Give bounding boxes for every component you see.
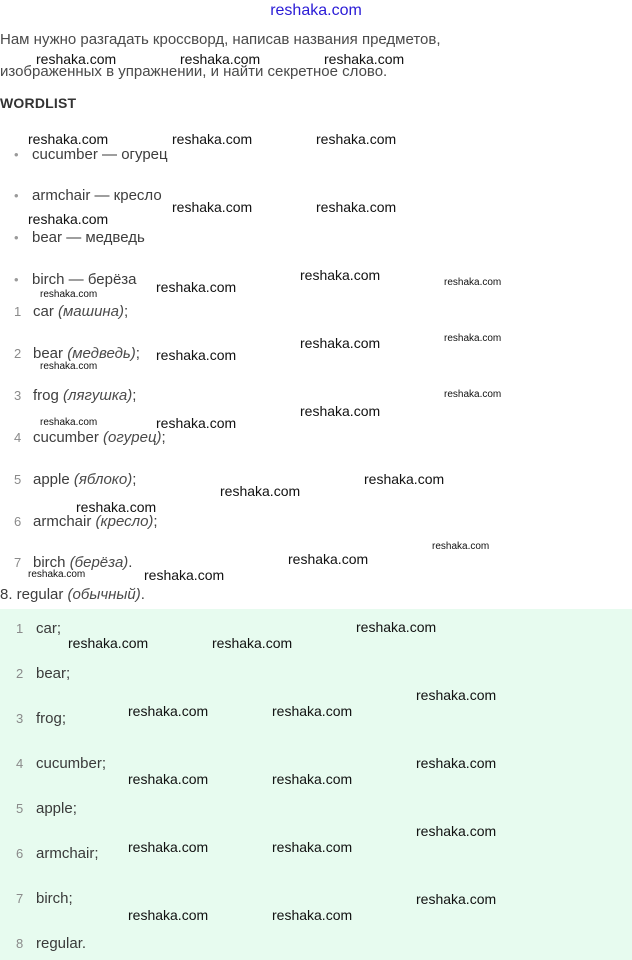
watermark: reshaka.com [172,131,253,147]
watermark: reshaka.com [156,279,237,295]
watermark: reshaka.com [128,907,209,923]
answer-row: 4 cucumber; [16,755,107,772]
watermark: reshaka.com [444,333,502,344]
answer-row: 8 regular. [16,935,87,952]
watermark: reshaka.com [416,823,497,839]
numbered-item: 5 apple (яблоко); [14,471,137,488]
watermark: reshaka.com [156,415,237,431]
watermark: reshaka.com [40,417,98,428]
watermark: reshaka.com [28,131,109,147]
numbered-item: 3 frog (лягушка); [14,387,137,404]
watermark: reshaka.com [128,703,209,719]
watermark: reshaka.com [272,771,353,787]
watermark: reshaka.com [180,51,261,67]
numbered-item: 1 car (машина); [14,303,129,320]
watermark: reshaka.com [416,755,497,771]
watermark: reshaka.com [416,891,497,907]
wordlist-heading: WORDLIST [0,95,77,111]
watermark: reshaka.com [300,403,381,419]
watermark: reshaka.com [68,635,149,651]
intro-line-2: изображенных в упражнении, и найти секретное слово. [0,63,388,80]
bullet-icon: • [14,188,19,203]
watermark: reshaka.com [272,907,353,923]
watermark: reshaka.com [220,483,301,499]
numbered-item: 4 cucumber (огурец); [14,429,166,446]
watermark: reshaka.com [76,499,157,515]
watermark: reshaka.com [128,771,209,787]
site-watermark-header[interactable]: reshaka.com [270,2,362,19]
answer-row: 2 bear; [16,665,71,682]
numbered-item: 6 armchair (кресло); [14,513,158,530]
watermark: reshaka.com [364,471,445,487]
watermark: reshaka.com [156,347,237,363]
bullet-icon: • [14,147,19,162]
numbered-item: 7 birch (берёза). [14,554,133,571]
answer-row: 3 frog; [16,710,67,727]
watermark: reshaka.com [172,199,253,215]
watermark: reshaka.com [40,361,98,372]
watermark: reshaka.com [444,277,502,288]
watermark: reshaka.com [40,289,98,300]
wordlist-item: • cucumber — огурец [14,146,168,163]
answer-row: 6 armchair; [16,845,99,862]
wordlist-item: • bear — медведь [14,229,145,246]
watermark: reshaka.com [272,703,353,719]
watermark: reshaka.com [144,567,225,583]
watermark: reshaka.com [28,569,86,580]
watermark: reshaka.com [316,199,397,215]
watermark: reshaka.com [128,839,209,855]
watermark: reshaka.com [288,551,369,567]
bullet-icon: • [14,230,19,245]
watermark: reshaka.com [316,131,397,147]
answer-row: 5 apple; [16,800,77,817]
watermark: reshaka.com [300,335,381,351]
answer-row: 7 birch; [16,890,73,907]
intro-line-1: Нам нужно разгадать кроссворд, написав названия предметов, [0,31,441,48]
answer-row: 1 car; [16,620,62,637]
watermark: reshaka.com [356,619,437,635]
wordlist-item: • birch — берёза [14,271,137,288]
watermark: reshaka.com [28,211,109,227]
watermark: reshaka.com [432,541,490,552]
watermark: reshaka.com [212,635,293,651]
watermark: reshaka.com [324,51,405,67]
wordlist-item: • armchair — кресло [14,187,162,204]
watermark: reshaka.com [300,267,381,283]
numbered-item-8: 8. regular (обычный). [0,586,145,603]
watermark: reshaka.com [272,839,353,855]
bullet-icon: • [14,272,19,287]
numbered-item: 2 bear (медведь); [14,345,140,362]
watermark: reshaka.com [444,389,502,400]
watermark: reshaka.com [416,687,497,703]
watermark: reshaka.com [36,51,117,67]
